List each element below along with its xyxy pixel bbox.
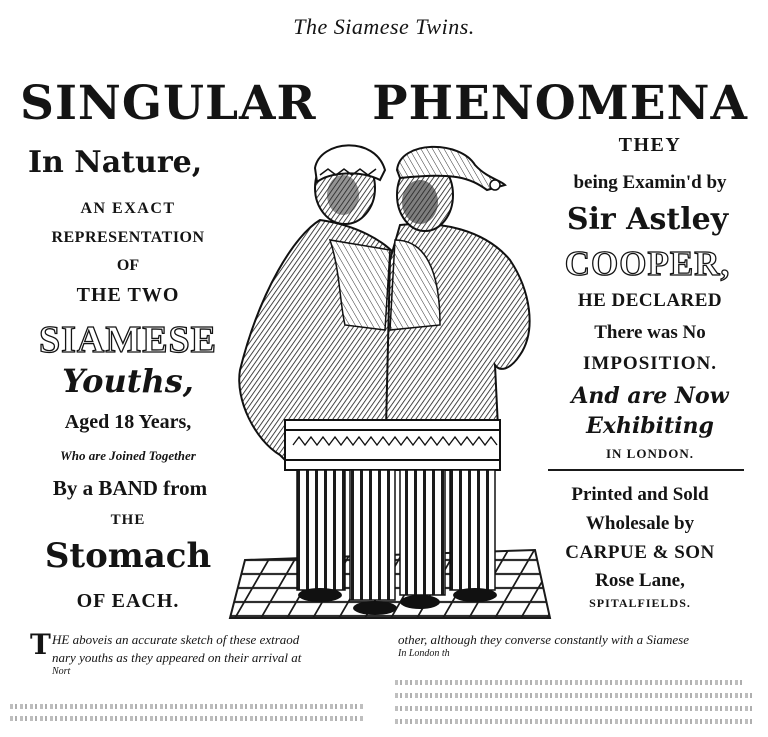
- headline: [20, 76, 748, 131]
- bottom-right-line-2: In London th: [398, 648, 450, 659]
- right-column-rule: [548, 469, 744, 471]
- right-line-14: Rose Lane,: [595, 570, 685, 591]
- right-line-4: COOPER,: [564, 244, 731, 283]
- bleed-through-line: [10, 716, 365, 721]
- left-line-3: REPRESENTATION: [51, 229, 205, 246]
- left-line-7: Youths,: [62, 362, 194, 400]
- bottom-right-line-1: other, although they converse constantly with a Siamese: [398, 632, 690, 647]
- left-line-6: SIAMESE: [38, 319, 218, 361]
- bottom-left-line-3: Nort: [52, 666, 71, 677]
- bleed-through-line: [395, 693, 755, 698]
- headline-word-1: SINGULAR: [20, 76, 317, 131]
- right-line-12: Wholesale by: [585, 513, 695, 534]
- left-line-13: OF EACH.: [76, 590, 180, 612]
- bottom-left-line-1: HE aboveis an accurate sketch of these extraod: [52, 632, 300, 647]
- left-line-11: THE: [110, 512, 146, 528]
- right-line-10: IN LONDON.: [605, 446, 694, 461]
- right-line-7: IMPOSITION.: [583, 353, 717, 374]
- header-note: The Siamese Twins.: [293, 14, 475, 39]
- left-line-1: In Nature,: [28, 145, 203, 180]
- right-line-13: CARPUE & SON: [565, 542, 715, 563]
- right-line-8: And are Now: [571, 383, 729, 409]
- right-line-11: Printed and Sold: [571, 484, 709, 505]
- right-line-5: HE DECLARED: [577, 290, 723, 311]
- right-line-15: SPITALFIELDS.: [589, 596, 691, 610]
- left-line-12: Stomach: [44, 536, 212, 576]
- bleed-through-line: [395, 719, 755, 724]
- bottom-left-line-2: nary youths as they appeared on their arrival at: [52, 650, 302, 665]
- bottom-drop-cap: T: [30, 628, 51, 661]
- left-line-10: By a BAND from: [52, 476, 208, 500]
- left-line-5: THE TWO: [76, 284, 180, 306]
- right-line-6: There was No: [594, 322, 706, 343]
- right-line-3: Sir Astley: [566, 202, 729, 237]
- left-line-2: AN EXACT: [80, 200, 176, 217]
- right-line-9: Exhibiting: [586, 413, 714, 439]
- left-line-8: Aged 18 Years,: [64, 411, 192, 433]
- right-line-2: being Examin'd by: [573, 172, 727, 193]
- bleed-through-line: [395, 706, 755, 711]
- twins-woodcut-illustration: [225, 140, 555, 620]
- left-line-9: Who are Joined Together: [60, 448, 196, 463]
- right-line-1: THEY: [618, 134, 682, 156]
- bleed-through-line: [10, 704, 365, 709]
- headline-word-2: PHENOMENA: [372, 76, 748, 131]
- bleed-through-line: [395, 680, 745, 685]
- left-line-4: OF: [116, 257, 140, 274]
